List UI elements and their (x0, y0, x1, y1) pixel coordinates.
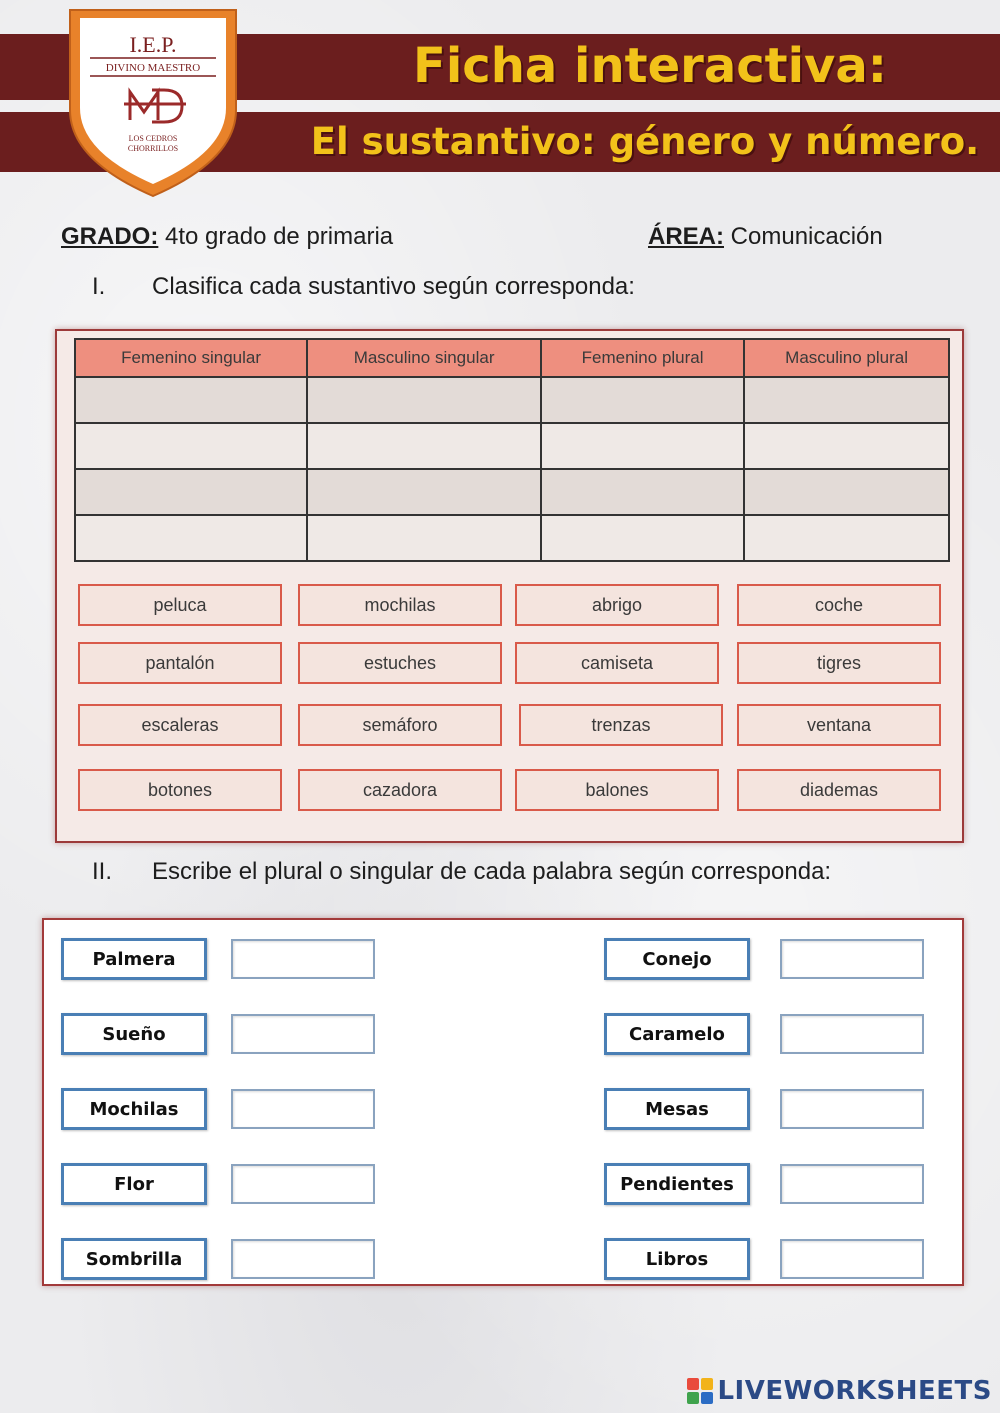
word-card[interactable]: coche (737, 584, 941, 626)
word-card[interactable]: peluca (78, 584, 282, 626)
drop-cell[interactable] (307, 515, 541, 561)
school-logo (64, 0, 242, 200)
area-value: Comunicación (730, 223, 883, 250)
drop-cell[interactable] (75, 377, 307, 423)
word-card[interactable]: cazadora (298, 769, 502, 811)
word-card[interactable]: pantalón (78, 642, 282, 684)
drop-cell[interactable] (75, 469, 307, 515)
word-card[interactable]: ventana (737, 704, 941, 746)
liveworksheets-brand (687, 1376, 992, 1406)
word-card[interactable]: escaleras (78, 704, 282, 746)
answer-input[interactable] (780, 1164, 924, 1204)
word-label: Caramelo (604, 1013, 750, 1055)
section1-instruction (92, 273, 635, 301)
word-card[interactable]: abrigo (515, 584, 719, 626)
section2-instruction-text: Escribe el plural o singular de cada palabra según corresponda: (152, 858, 832, 885)
page-title: Ficha interactiva: (413, 38, 887, 94)
plural-singular-panel (42, 918, 964, 1286)
word-card[interactable]: diademas (737, 769, 941, 811)
word-label: Palmera (61, 938, 207, 980)
answer-input[interactable] (231, 1239, 375, 1279)
drop-cell[interactable] (75, 423, 307, 469)
word-label: Conejo (604, 938, 750, 980)
word-card[interactable]: tigres (737, 642, 941, 684)
answer-input[interactable] (780, 939, 924, 979)
section2-instruction (92, 858, 831, 886)
word-label: Sombrilla (61, 1238, 207, 1280)
logo-line3: LOS CEDROS (128, 134, 178, 143)
word-card[interactable]: trenzas (519, 704, 723, 746)
word-label: Pendientes (604, 1163, 750, 1205)
drop-row (75, 377, 949, 423)
word-label: Libros (604, 1238, 750, 1280)
word-label: Sueño (61, 1013, 207, 1055)
drop-cell[interactable] (307, 469, 541, 515)
drop-cell[interactable] (541, 469, 744, 515)
drop-row (75, 515, 949, 561)
word-label: Mesas (604, 1088, 750, 1130)
area-line (648, 223, 883, 251)
answer-input[interactable] (231, 939, 375, 979)
classify-header-row (75, 339, 949, 377)
logo-line2: DIVINO MAESTRO (105, 62, 201, 74)
drop-cell[interactable] (307, 377, 541, 423)
word-label: Flor (61, 1163, 207, 1205)
column-masculino-plural: Masculino plural (744, 339, 949, 377)
section1-number: I. (92, 273, 106, 300)
classify-panel (55, 329, 964, 843)
answer-input[interactable] (231, 1014, 375, 1054)
liveworksheets-logo-icon (687, 1378, 713, 1404)
drop-cell[interactable] (75, 515, 307, 561)
grado-label: GRADO: (61, 223, 159, 250)
word-card[interactable]: semáforo (298, 704, 502, 746)
word-card[interactable]: balones (515, 769, 719, 811)
column-masculino-singular: Masculino singular (307, 339, 541, 377)
word-card[interactable]: camiseta (515, 642, 719, 684)
answer-input[interactable] (231, 1164, 375, 1204)
drop-cell[interactable] (541, 423, 744, 469)
drop-cell[interactable] (307, 423, 541, 469)
grado-value: 4to grado de primaria (165, 223, 394, 250)
logo-line4: CHORRILLOS (127, 144, 179, 153)
drop-row (75, 423, 949, 469)
word-card[interactable]: botones (78, 769, 282, 811)
section1-instruction-text: Clasifica cada sustantivo según corresponda: (152, 273, 635, 300)
area-label: ÁREA: (648, 223, 724, 250)
grado-line (61, 223, 393, 251)
section2-number: II. (92, 858, 113, 885)
word-card[interactable]: mochilas (298, 584, 502, 626)
drop-cell[interactable] (541, 515, 744, 561)
brand-name: LIVEWORKSHEETS (717, 1376, 992, 1406)
answer-input[interactable] (780, 1239, 924, 1279)
word-label: Mochilas (61, 1088, 207, 1130)
drop-cell[interactable] (744, 377, 949, 423)
drop-row (75, 469, 949, 515)
page-subtitle: El sustantivo: género y número. (310, 120, 980, 163)
drop-cell[interactable] (744, 515, 949, 561)
answer-input[interactable] (780, 1014, 924, 1054)
drop-cell[interactable] (744, 469, 949, 515)
logo-line1: I.E.P. (129, 32, 177, 57)
word-card[interactable]: estuches (298, 642, 502, 684)
classify-table (74, 338, 950, 562)
column-femenino-plural: Femenino plural (541, 339, 744, 377)
drop-cell[interactable] (744, 423, 949, 469)
drop-cell[interactable] (541, 377, 744, 423)
column-femenino-singular: Femenino singular (75, 339, 307, 377)
answer-input[interactable] (780, 1089, 924, 1129)
answer-input[interactable] (231, 1089, 375, 1129)
